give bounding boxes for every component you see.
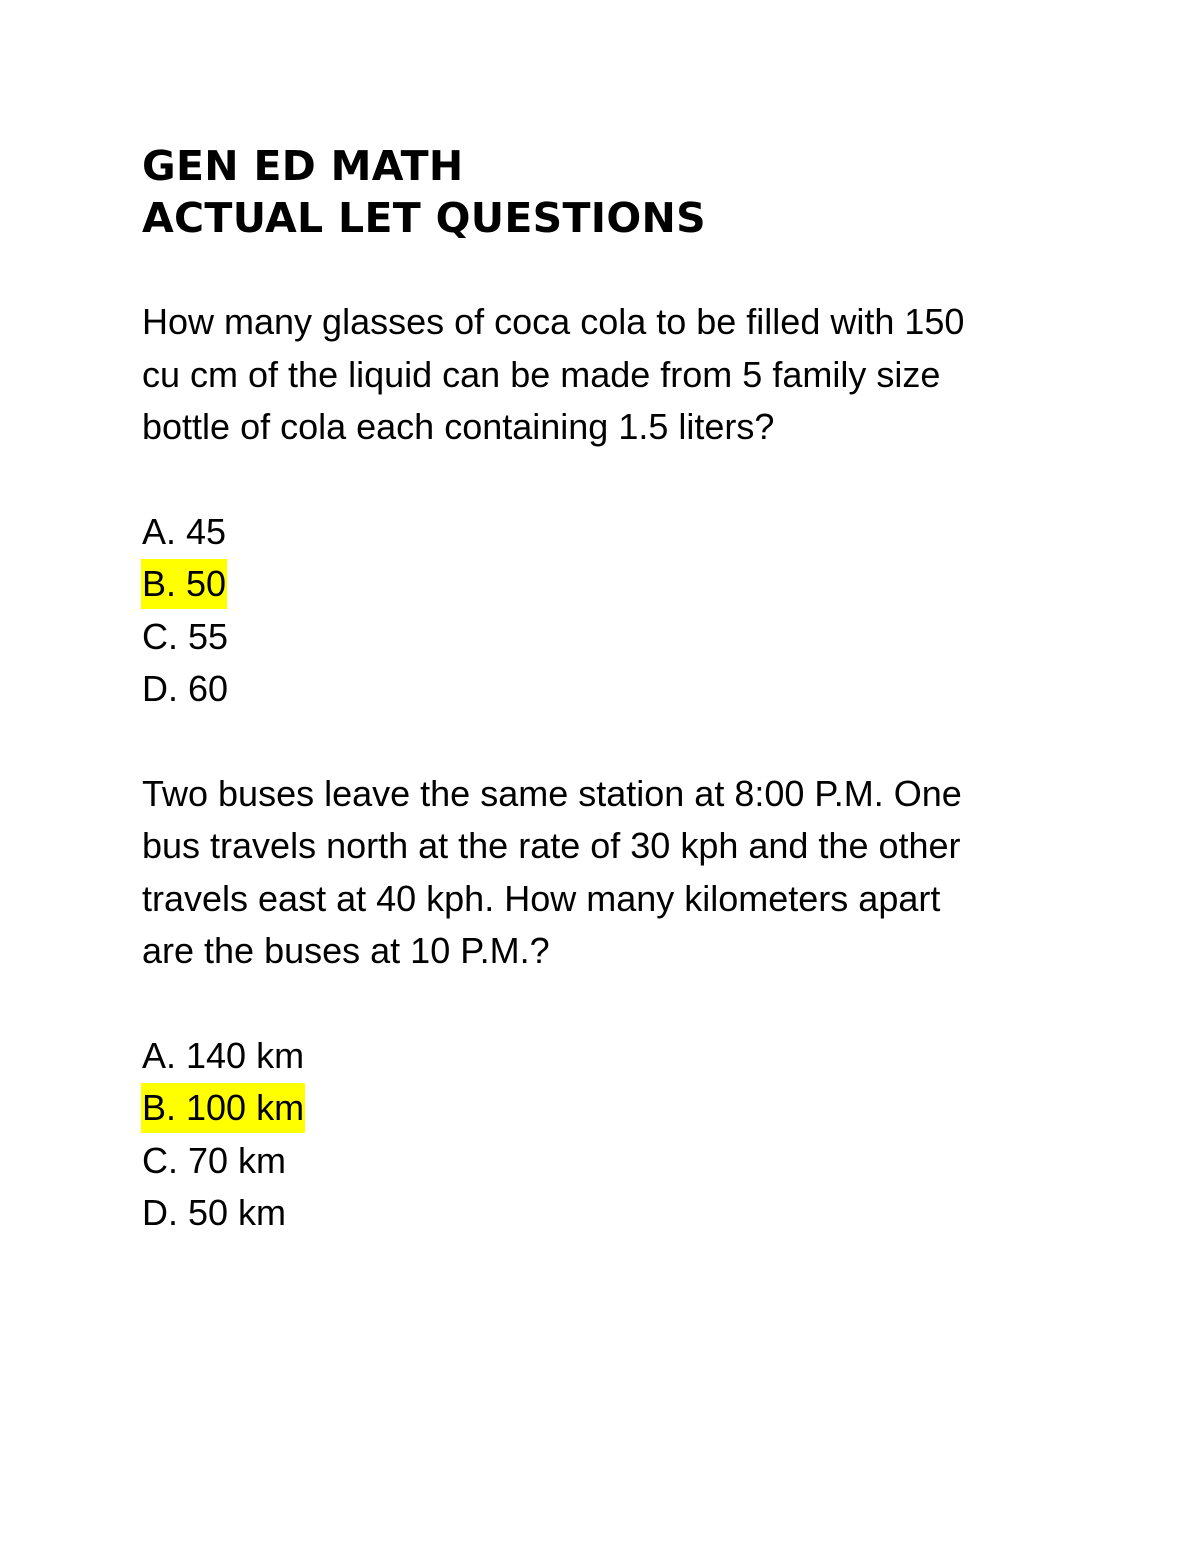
choice-d-text: D. 60 [142,668,229,709]
question-1-line-1: How many glasses of coca cola to be filled with 150 [142,301,965,342]
choice-b-text-highlighted: B. 100 km [141,1083,305,1133]
question-2-line-4: are the buses at 10 P.M.? [142,930,550,971]
question-2-line-2: bus travels north at the rate of 30 kph and the other [142,825,961,866]
document-title [142,140,1102,244]
question-2-choices [142,1030,1102,1240]
choice-a-text: A. 45 [142,510,227,552]
choice-d-text: D. 50 km [142,1192,287,1233]
choice-a-text: A. 140 km [142,1034,305,1076]
question-2 [142,768,1102,978]
choice-a [142,506,1102,559]
choice-c [142,1135,1102,1188]
choice-b [142,1082,1102,1135]
title-line-1: GEN ED MATH [142,142,464,190]
choice-c-text: C. 55 [142,615,229,657]
choice-b [142,558,1102,611]
title-line-2: ACTUAL LET QUESTIONS [142,194,706,242]
document-page [142,140,1102,1240]
question-1 [142,296,1102,454]
choice-c [142,611,1102,664]
question-1-choices [142,506,1102,716]
choice-d [142,663,1102,716]
choice-b-text-highlighted: B. 50 [141,559,227,609]
question-1-line-2: cu cm of the liquid can be made from 5 family size [142,353,941,395]
choice-c-text: C. 70 km [142,1139,287,1181]
question-2-line-1: Two buses leave the same station at 8:00 P.M. One [142,772,962,814]
choice-d [142,1187,1102,1240]
question-2-line-3: travels east at 40 kph. How many kilometers apart [142,877,941,919]
choice-a [142,1030,1102,1083]
question-1-line-3: bottle of cola each containing 1.5 liters? [142,406,775,447]
